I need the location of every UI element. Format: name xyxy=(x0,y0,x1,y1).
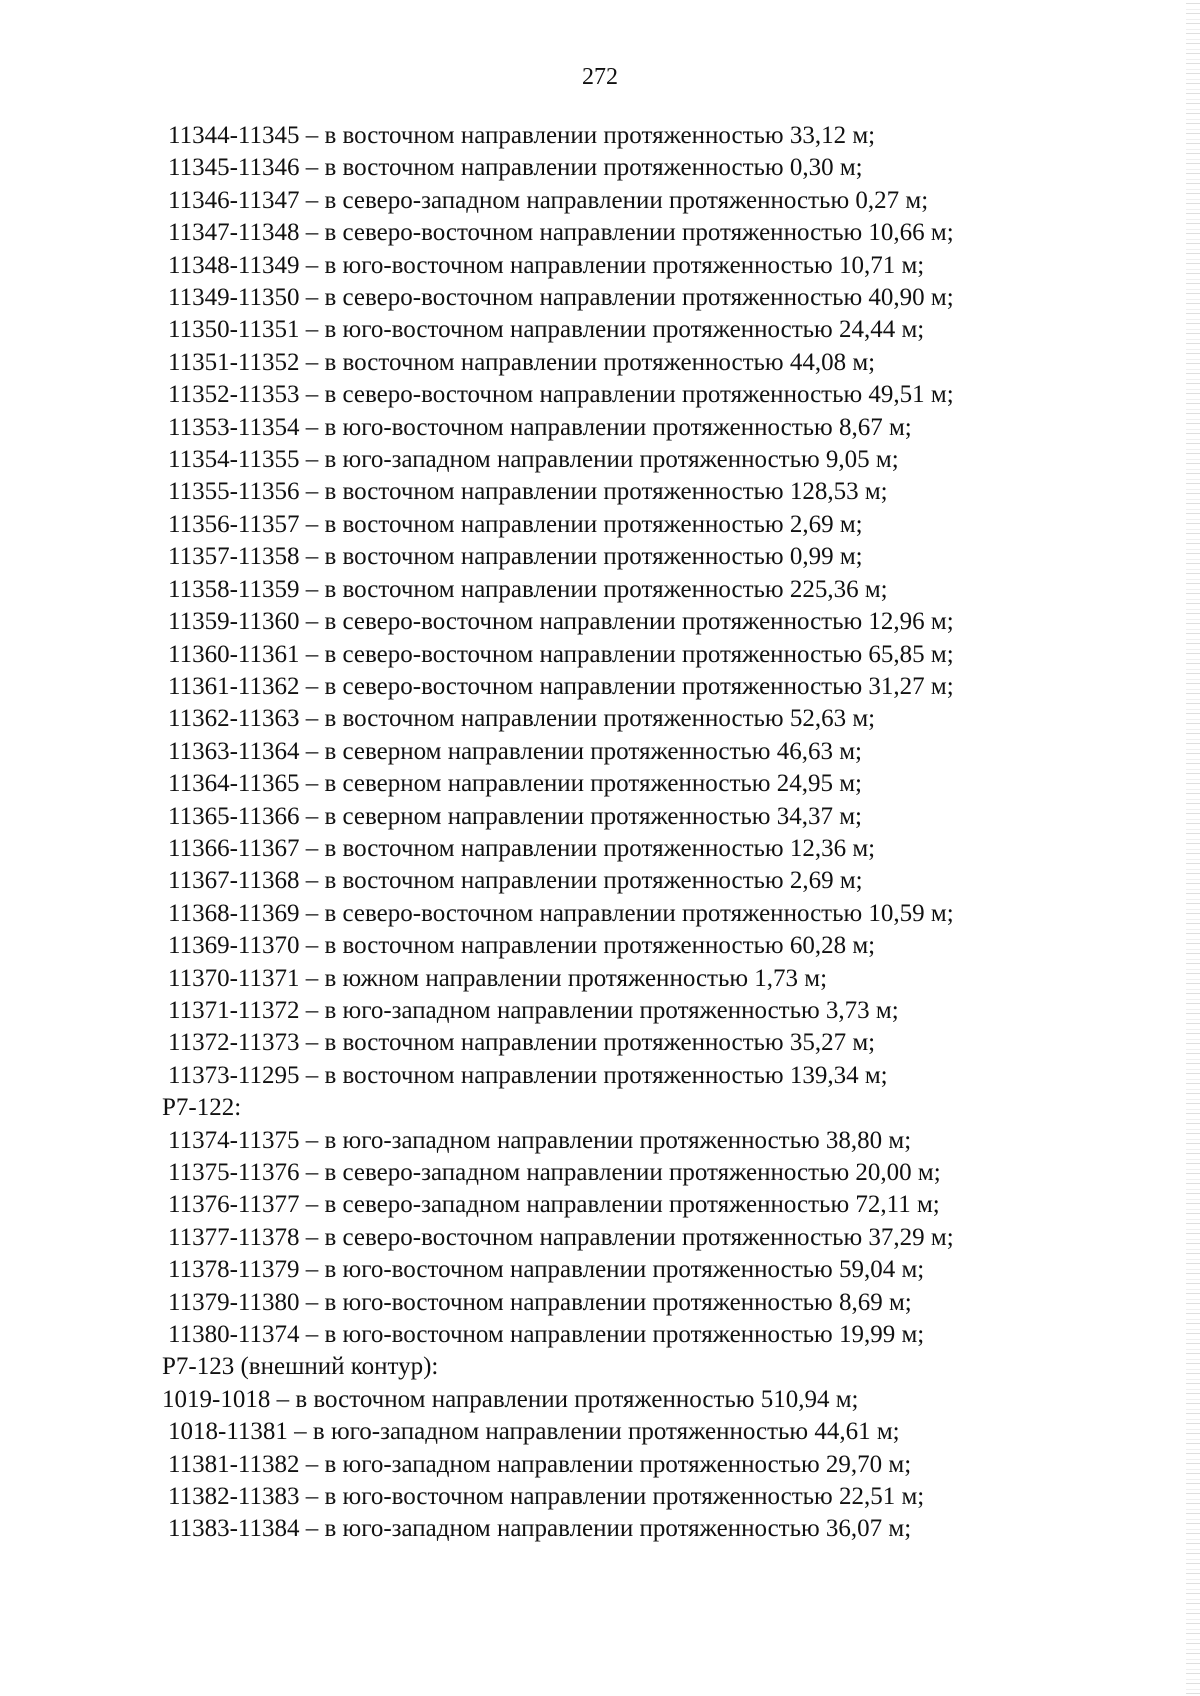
segment-line: 11349-11350 – в северо-восточном направлении протяженностью 40,90 м; xyxy=(168,284,954,312)
segment-line: 11351-11352 – в восточном направлении протяженностью 44,08 м; xyxy=(168,348,876,376)
segment-line: 11354-11355 – в юго-западном направлении протяженностью 9,05 м; xyxy=(168,446,899,474)
segment-line: 11355-11356 – в восточном направлении протяженностью 128,53 м; xyxy=(168,478,888,506)
segment-line: 1019-1018 – в восточном направлении протяженностью 510,94 м; xyxy=(162,1385,859,1413)
segment-line: 11360-11361 – в северо-восточном направлении протяженностью 65,85 м; xyxy=(168,640,954,668)
segment-line: 11357-11358 – в восточном направлении протяженностью 0,99 м; xyxy=(168,543,863,571)
segment-line: 11374-11375 – в юго-западном направлении протяженностью 38,80 м; xyxy=(168,1126,912,1154)
segment-line: 11370-11371 – в южном направлении протяженностью 1,73 м; xyxy=(168,964,828,992)
segment-line: 11348-11349 – в юго-восточном направлении протяженностью 10,71 м; xyxy=(168,251,925,279)
segment-line: 11377-11378 – в северо-восточном направлении протяженностью 37,29 м; xyxy=(168,1223,954,1251)
segment-line: 11353-11354 – в юго-восточном направлении протяженностью 8,67 м; xyxy=(168,413,912,441)
segment-line: 11366-11367 – в восточном направлении протяженностью 12,36 м; xyxy=(168,834,876,862)
page-number: 272 xyxy=(582,64,618,90)
segment-line: 11358-11359 – в восточном направлении протяженностью 225,36 м; xyxy=(168,575,888,603)
segment-line: 1018-11381 – в юго-западном направлении протяженностью 44,61 м; xyxy=(168,1418,900,1446)
segment-line: 11380-11374 – в юго-восточном направлении протяженностью 19,99 м; xyxy=(168,1321,925,1349)
segment-line: 11376-11377 – в северо-западном направлении протяженностью 72,11 м; xyxy=(168,1191,940,1219)
segment-line: 11379-11380 – в юго-восточном направлении протяженностью 8,69 м; xyxy=(168,1288,912,1316)
segment-line: 11369-11370 – в восточном направлении протяженностью 60,28 м; xyxy=(168,932,876,960)
segment-line: 11381-11382 – в юго-западном направлении протяженностью 29,70 м; xyxy=(168,1450,912,1478)
segment-line: 11375-11376 – в северо-западном направлении протяженностью 20,00 м; xyxy=(168,1159,941,1186)
segment-line: 11359-11360 – в северо-восточном направлении протяженностью 12,96 м; xyxy=(168,608,954,636)
segment-line: 11364-11365 – в северном направлении протяженностью 24,95 м; xyxy=(168,770,862,798)
segment-line: 11347-11348 – в северо-восточном направлении протяженностью 10,66 м; xyxy=(168,219,954,247)
segment-line: 11362-11363 – в восточном направлении протяженностью 52,63 м; xyxy=(168,705,876,733)
scan-edge-artifact xyxy=(1186,0,1200,1696)
segment-line: 11356-11357 – в восточном направлении протяженностью 2,69 м; xyxy=(168,510,863,538)
segment-line: 11378-11379 – в юго-восточном направлении протяженностью 59,04 м; xyxy=(168,1256,925,1284)
segment-line: 11352-11353 – в северо-восточном направлении протяженностью 49,51 м; xyxy=(168,381,954,409)
segment-line: 11373-11295 – в восточном направлении протяженностью 139,34 м; xyxy=(168,1061,888,1089)
segment-line: 11365-11366 – в северном направлении протяженностью 34,37 м; xyxy=(168,802,862,830)
segment-line: 11382-11383 – в юго-восточном направлении протяженностью 22,51 м; xyxy=(168,1483,925,1511)
section-heading: Р7-122: xyxy=(162,1094,242,1122)
segment-line: 11361-11362 – в северо-восточном направлении протяженностью 31,27 м; xyxy=(168,672,954,700)
segment-line: 11368-11369 – в северо-восточном направлении протяженностью 10,59 м; xyxy=(168,899,954,927)
segment-line: 11344-11345 – в восточном направлении протяженностью 33,12 м; xyxy=(168,122,876,149)
segment-line: 11383-11384 – в юго-западном направлении протяженностью 36,07 м; xyxy=(168,1515,912,1543)
section-heading: Р7-123 (внешний контур): xyxy=(162,1353,439,1381)
segment-line: 11345-11346 – в восточном направлении протяженностью 0,30 м; xyxy=(168,154,863,182)
segment-line: 11363-11364 – в северном направлении протяженностью 46,63 м; xyxy=(168,737,862,765)
segment-line: 11371-11372 – в юго-западном направлении протяженностью 3,73 м; xyxy=(168,996,899,1024)
document-body xyxy=(162,120,1108,1546)
segment-line: 11367-11368 – в восточном направлении протяженностью 2,69 м; xyxy=(168,867,863,895)
segment-line: 11350-11351 – в юго-восточном направлении протяженностью 24,44 м; xyxy=(168,316,925,344)
segment-line: 11346-11347 – в северо-западном направлении протяженностью 0,27 м; xyxy=(168,186,929,214)
segment-line: 11372-11373 – в восточном направлении протяженностью 35,27 м; xyxy=(168,1029,876,1057)
